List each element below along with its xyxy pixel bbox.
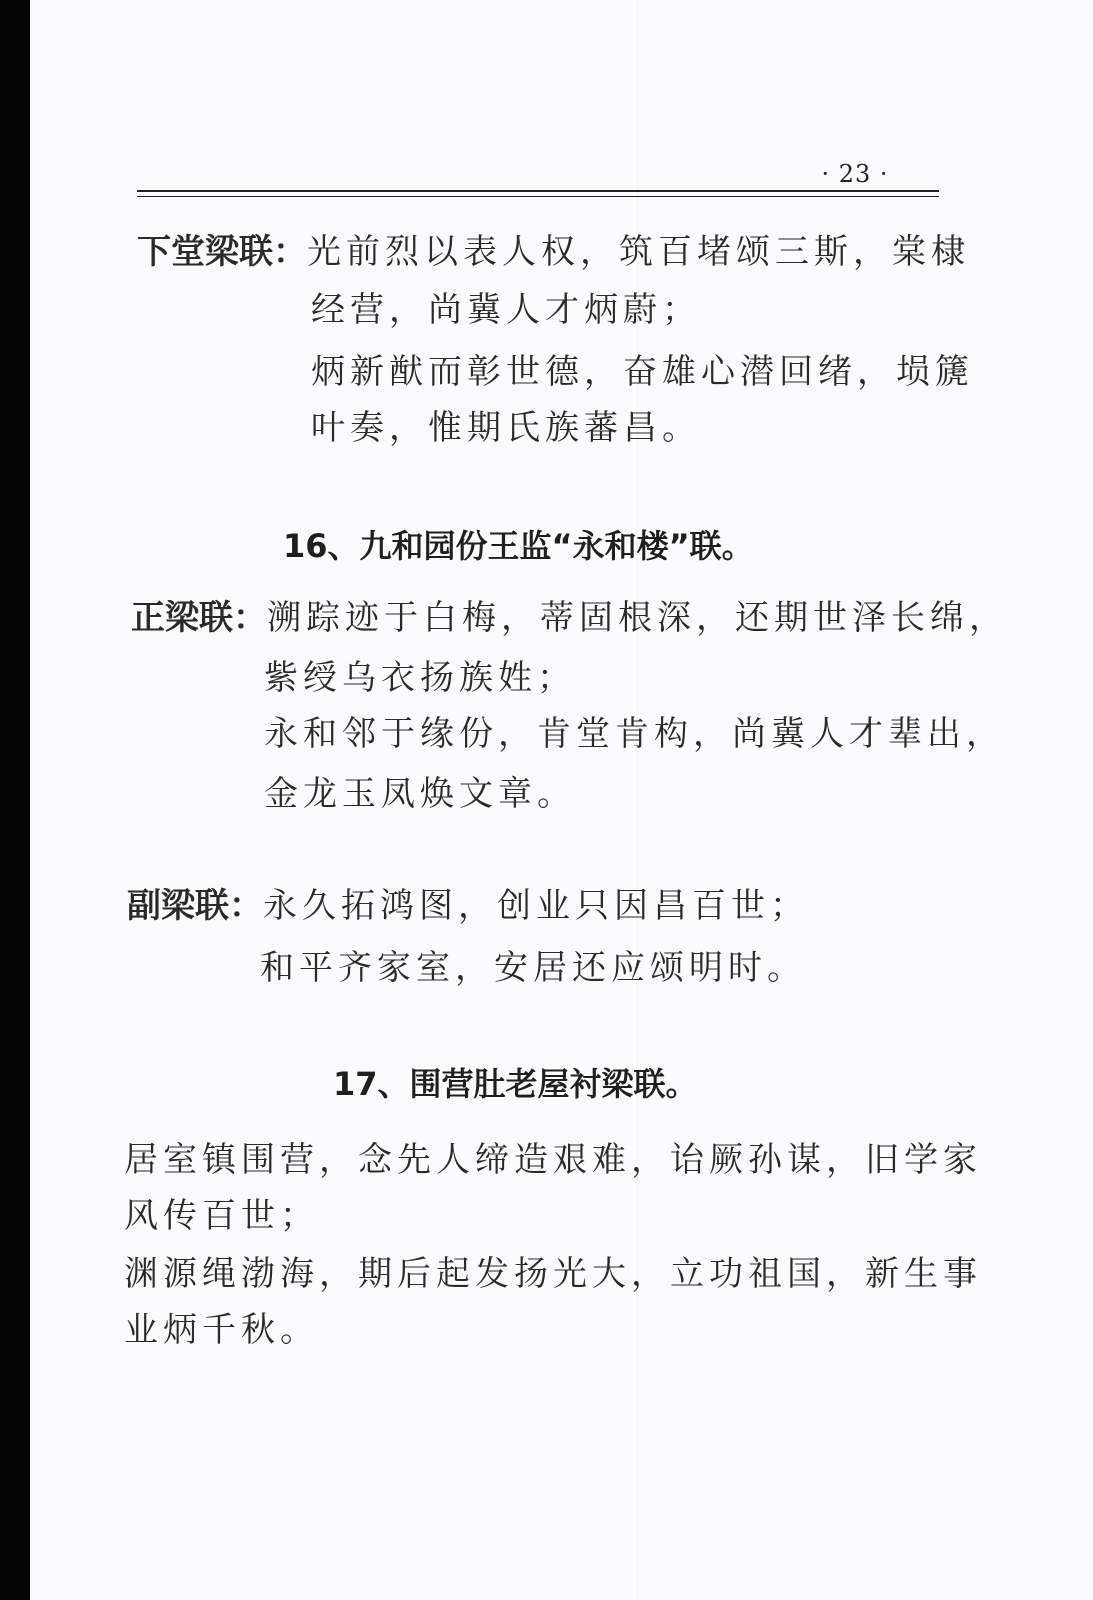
weiying-line-1: 居室镇围营，念先人缔造艰难，诒厥孙谋，旧学家 — [124, 1140, 982, 1180]
fuliang-line-1 — [127, 886, 809, 926]
fuliang-line-2: 和平齐家室，安居还应颂明时。 — [260, 948, 806, 988]
zhengliang-line-2: 紫绶乌衣扬族姓； — [264, 658, 576, 698]
scan-left-edge — [0, 0, 30, 1600]
zhengliang-label: 正梁联： — [131, 598, 267, 638]
weiying-line-3: 渊源绳渤海，期后起发扬光大，立功祖国，新生事 — [124, 1254, 982, 1294]
heading-17: 17、围营肚老屋衬梁联。 — [333, 1065, 698, 1103]
fuliang-text-1: 永久拓鸿图，创业只因昌百世； — [263, 886, 809, 926]
zhengliang-text-1: 溯踪迹于白梅，蒂固根深，还期世泽长绵， — [267, 598, 1008, 638]
zhengliang-line-4: 金龙玉凤焕文章。 — [264, 774, 576, 814]
zhengliang-line-1 — [131, 598, 1008, 638]
zhengliang-line-3: 永和邻于缘份，肯堂肯构，尚冀人才辈出， — [264, 714, 1005, 754]
weiying-line-2: 风传百世； — [124, 1196, 319, 1236]
xiatang-text-1: 光前烈以表人权，筑百堵颂三斯，棠棣 — [307, 232, 970, 272]
header-rule — [137, 190, 939, 197]
weiying-line-4: 业炳千秋。 — [124, 1310, 319, 1350]
xiatang-label: 下堂梁联： — [137, 232, 307, 272]
xiatang-line-4: 叶奏，惟期氏族蕃昌。 — [311, 408, 701, 448]
page-number: · 23 · — [821, 160, 889, 188]
heading-16: 16、九和园份王监“永和楼”联。 — [283, 527, 754, 565]
xiatang-line-2: 经营，尚冀人才炳蔚； — [311, 290, 701, 330]
xiatang-line-1 — [137, 232, 970, 272]
xiatang-line-3: 炳新猷而彰世德，奋雄心潜回绪，埙篪 — [311, 352, 974, 392]
fuliang-label: 副梁联： — [127, 886, 263, 926]
